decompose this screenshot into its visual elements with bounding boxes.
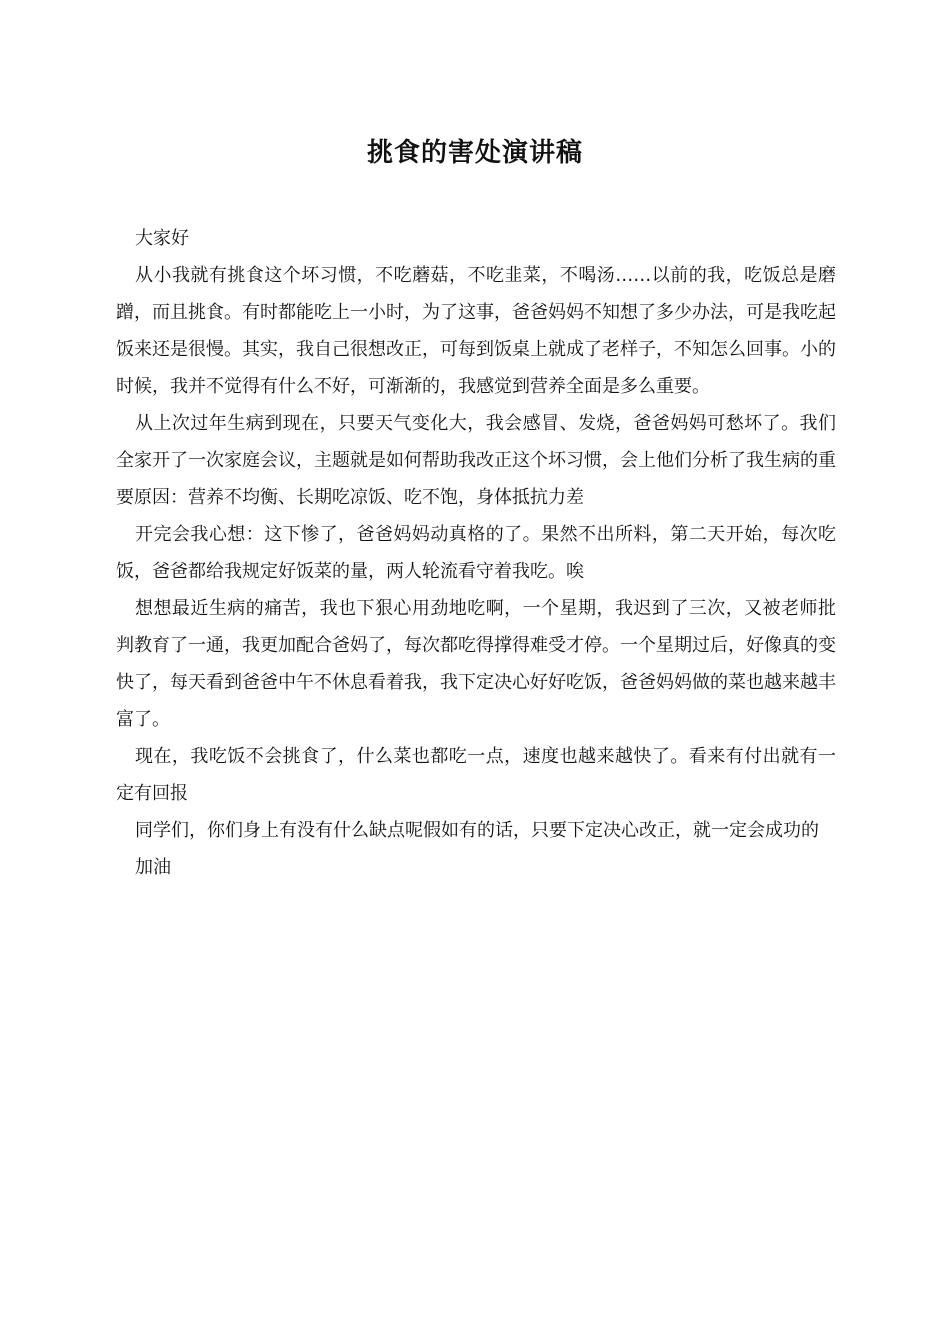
document-body xyxy=(116,220,836,886)
paragraph-closing: 加油 xyxy=(135,857,171,878)
paragraph-2: 从上次过年生病到现在，只要天气变化大，我会感冒、发烧，爸爸妈妈可愁坏了。我们全家开了一次家庭会议，主题就是如何帮助我改正这个坏习惯，会上他们分析了我生病的重要原因：营养不均衡、长期吃凉饭、吃不饱，身体抵抗力差 xyxy=(116,413,836,508)
paragraph-4: 想想最近生病的痛苦，我也下狠心用劲地吃啊，一个星期，我迟到了三次，又被老师批判教育了一通，我更加配合爸妈了，每次都吃得撑得难受才停。一个星期过后，好像真的变快了，每天看到爸爸中午不休息看着我，我下定决心好好吃饭，爸爸妈妈做的菜也越来越丰富了。 xyxy=(116,598,836,730)
document-title: 挑食的害处演讲稿 xyxy=(366,138,583,168)
paragraph-1: 从小我就有挑食这个坏习惯，不吃蘑菇，不吃韭菜，不喝汤……以前的我，吃饭总是磨蹭，而且挑食。有时都能吃上一小时，为了这事，爸爸妈妈不知想了多少办法，可是我吃起饭来还是很慢。其实，我自己很想改正，可每到饭桌上就成了老样子，不知怎么回事。小的时候，我并不觉得有什么不好，可渐渐的，我感觉到营养全面是多么重要。 xyxy=(116,265,836,397)
paragraph-3: 开完会我心想：这下惨了，爸爸妈妈动真格的了。果然不出所料，第二天开始，每次吃饭，爸爸都给我规定好饭菜的量，两人轮流看守着我吃。唉 xyxy=(116,524,836,582)
paragraph-6: 同学们，你们身上有没有什么缺点呢假如有的话，只要下定决心改正，就一定会成功的 xyxy=(135,820,819,841)
paragraph-greeting: 大家好 xyxy=(135,228,189,249)
paragraph-5: 现在，我吃饭不会挑食了，什么菜也都吃一点，速度也越来越快了。看来有付出就有一定有回报 xyxy=(116,746,836,804)
